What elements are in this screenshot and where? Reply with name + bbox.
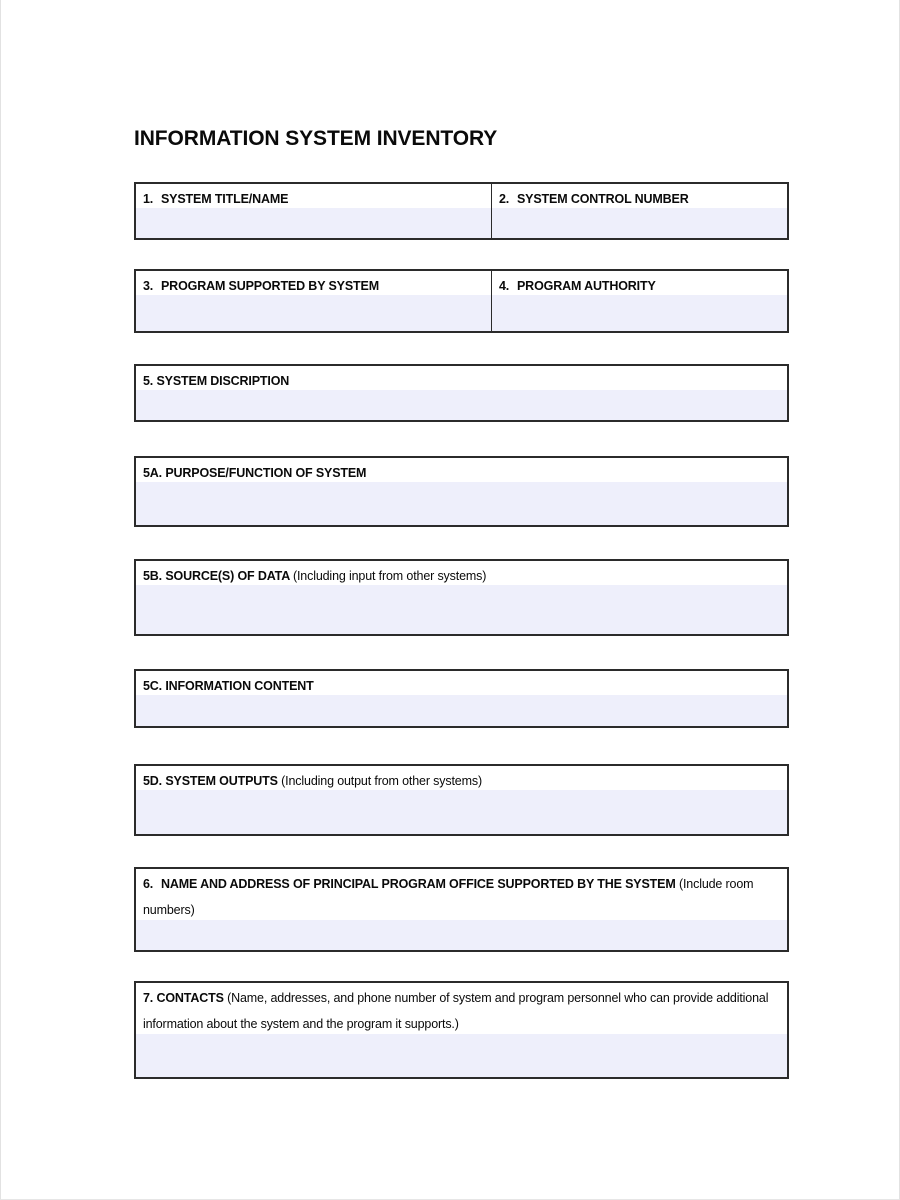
field-contacts[interactable] [134,981,789,1079]
field-number: 7. [143,991,154,1005]
field-note: (Name, addresses, and phone number of system and program personnel who can provide additional information about the system and the program it supports.) [143,991,769,1031]
field-label: SYSTEM TITLE/NAME [161,192,289,206]
field-number: 5. [143,374,154,388]
page-title: INFORMATION SYSTEM INVENTORY [134,127,498,151]
field-label: PURPOSE/FUNCTION OF SYSTEM [165,466,367,480]
field-program-supported-by-system-label [136,271,491,299]
field-number: 5B. [143,569,163,583]
field-contacts-label [136,983,787,1037]
field-system-discription-label [136,366,787,394]
field-principal-program-office-label [136,869,787,923]
field-label: CONTACTS [156,991,224,1005]
field-label: NAME AND ADDRESS OF PRINCIPAL PROGRAM OFFICE SUPPORTED BY THE SYSTEM [161,877,676,891]
field-note: (Including input from other systems) [292,569,487,583]
field-information-content[interactable] [134,669,789,728]
field-program-authority[interactable] [492,271,787,331]
field-system-title-name-label [136,184,491,212]
field-principal-program-office[interactable] [134,867,789,952]
field-label: PROGRAM AUTHORITY [517,279,656,293]
field-label: SYSTEM CONTROL NUMBER [517,192,689,206]
field-number: 1. [143,192,154,206]
field-sources-of-data[interactable] [134,559,789,636]
field-number: 5D. [143,774,163,788]
field-label: SOURCE(S) OF DATA [165,569,290,583]
field-number: 6. [143,877,154,891]
field-system-control-number-label [492,184,787,212]
field-information-content-label [136,671,787,699]
field-purpose-function-of-system-label [136,458,787,486]
field-label: SYSTEM OUTPUTS [165,774,278,788]
field-note: (Including output from other systems) [281,774,482,788]
field-system-title-name[interactable] [136,184,491,238]
field-number: 2. [499,192,510,206]
field-label: SYSTEM DISCRIPTION [156,374,290,388]
field-label: PROGRAM SUPPORTED BY SYSTEM [161,279,379,293]
field-system-outputs-label [136,766,787,794]
field-purpose-function-of-system[interactable] [134,456,789,527]
field-number: 3. [143,279,154,293]
field-system-discription[interactable] [134,364,789,422]
form-row-1 [134,182,789,240]
field-note: (Include room numbers) [143,877,754,917]
field-number: 5C. [143,679,163,693]
field-number: 5A. [143,466,163,480]
field-system-outputs[interactable] [134,764,789,836]
field-program-authority-label [492,271,787,299]
field-system-control-number[interactable] [492,184,787,238]
field-sources-of-data-label [136,561,787,589]
field-program-supported-by-system[interactable] [136,271,491,331]
form-row-2 [134,269,789,333]
field-number: 4. [499,279,510,293]
field-label: INFORMATION CONTENT [165,679,314,693]
